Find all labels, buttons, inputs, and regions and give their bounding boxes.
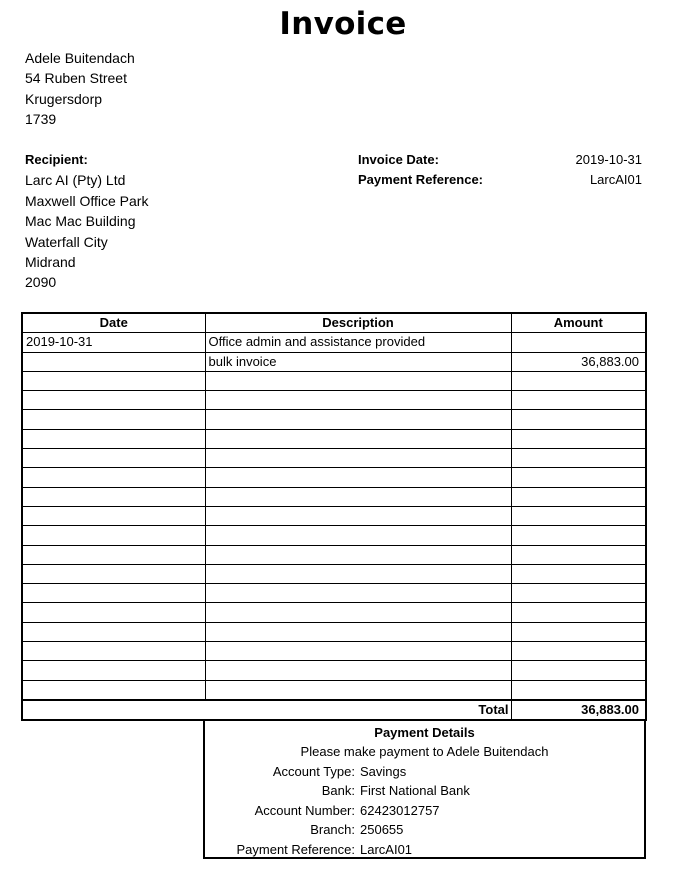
sender-postal: 1739: [25, 111, 57, 128]
table-row: [22, 622, 646, 641]
table-row: [22, 352, 646, 371]
invoice-title: Invoice: [279, 6, 407, 42]
line-items-table: [21, 312, 647, 721]
description-cell: [205, 545, 511, 564]
amount-cell: [511, 506, 646, 525]
date-cell: [22, 622, 205, 641]
date-column-header: Date: [22, 313, 205, 333]
payment-field-value: Savings: [360, 763, 407, 779]
recipient-line: Midrand: [25, 254, 76, 271]
payment-field-row: [205, 762, 644, 782]
sender-name: Adele Buitendach: [25, 50, 135, 66]
date-cell: [22, 429, 205, 448]
recipient-line: Larc AI (Pty) Ltd: [25, 172, 126, 189]
table-row: [22, 584, 646, 603]
payment-field-value: 250655: [360, 822, 404, 837]
table-row: [22, 661, 646, 680]
table-header-row: [22, 313, 646, 333]
description-cell: [205, 506, 511, 525]
recipient-line: Maxwell Office Park: [25, 192, 149, 209]
table-row: [22, 468, 646, 487]
amount-cell: [511, 545, 646, 564]
amount-cell: [511, 642, 646, 661]
recipient-line: 2090: [25, 274, 57, 291]
payment-field-label: Account Type:: [272, 763, 355, 779]
table-row: [22, 545, 646, 564]
table-row: [22, 391, 646, 410]
date-cell: [22, 449, 205, 468]
payment-field-label: Payment Reference:: [236, 841, 355, 857]
recipient-heading: Recipient:: [25, 152, 88, 167]
payment-fields: [205, 762, 644, 860]
table-row: [22, 680, 646, 700]
amount-cell: [511, 487, 646, 506]
amount-cell: [511, 333, 646, 352]
sender-city: Krugersdorp: [25, 90, 103, 107]
table-row: [22, 642, 646, 661]
payment-details-box: [203, 719, 646, 859]
amount-cell: [511, 584, 646, 603]
line-items-body: [22, 333, 646, 700]
description-cell: [205, 429, 511, 448]
payment-intro: Please make payment to Adele Buitendach: [300, 744, 549, 759]
invoice-date-label: Invoice Date:: [358, 152, 439, 167]
date-cell: [22, 603, 205, 622]
date-cell: [22, 506, 205, 525]
payment-field-row: [205, 801, 644, 821]
total-label: Total: [22, 700, 511, 720]
description-cell: [205, 468, 511, 487]
date-cell: [22, 642, 205, 661]
table-row: [22, 429, 646, 448]
description-cell: [205, 661, 511, 680]
description-cell: [205, 410, 511, 429]
amount-cell: [511, 410, 646, 429]
recipient-address: [25, 150, 148, 293]
payment-details-heading: Payment Details: [374, 725, 475, 740]
payment-field-value: LarcAI01: [360, 841, 413, 857]
date-cell: [22, 661, 205, 680]
table-row: [22, 410, 646, 429]
date-cell: [22, 680, 205, 700]
table-row: [22, 564, 646, 583]
payment-field-value: First National Bank: [360, 783, 470, 798]
amount-cell: [511, 680, 646, 700]
payment-reference-value: LarcAI01: [589, 172, 642, 188]
description-cell: bulk invoice: [205, 352, 511, 371]
amount-cell: [511, 603, 646, 622]
date-cell: [22, 584, 205, 603]
table-row: [22, 371, 646, 390]
date-cell: [22, 352, 205, 371]
payment-field-value: 62423012757: [360, 802, 440, 818]
description-cell: [205, 584, 511, 603]
recipient-line: Waterfall City: [25, 233, 108, 250]
table-row: [22, 333, 646, 352]
amount-cell: [511, 661, 646, 680]
description-cell: [205, 642, 511, 661]
description-cell: [205, 391, 511, 410]
payment-field-label: Bank:: [321, 783, 355, 798]
invoice-date-value: 2019-10-31: [575, 152, 642, 167]
date-cell: [22, 487, 205, 506]
table-row: [22, 506, 646, 525]
table-row: [22, 526, 646, 545]
description-cell: [205, 371, 511, 390]
amount-cell: [511, 449, 646, 468]
description-cell: [205, 622, 511, 641]
date-cell: [22, 526, 205, 545]
payment-field-row: [205, 840, 644, 860]
table-row: [22, 449, 646, 468]
payment-field-label: Account Number:: [254, 802, 355, 818]
description-cell: [205, 680, 511, 700]
invoice-meta: [358, 150, 642, 191]
amount-column-header: Amount: [511, 313, 646, 333]
description-cell: [205, 526, 511, 545]
payment-field-label: Branch:: [310, 822, 355, 837]
date-cell: [22, 410, 205, 429]
description-column-header: Description: [205, 313, 511, 333]
amount-cell: 36,883.00: [511, 352, 646, 371]
table-row: [22, 487, 646, 506]
amount-cell: [511, 564, 646, 583]
amount-cell: [511, 468, 646, 487]
amount-cell: [511, 391, 646, 410]
invoice-date-row: [358, 150, 642, 170]
amount-cell: [511, 622, 646, 641]
payment-reference-row: [358, 170, 642, 190]
description-cell: Office admin and assistance provided: [205, 333, 511, 352]
total-row: [22, 700, 646, 720]
date-cell: [22, 391, 205, 410]
date-cell: [22, 545, 205, 564]
description-cell: [205, 487, 511, 506]
table-row: [22, 603, 646, 622]
payment-field-row: [205, 820, 644, 840]
amount-cell: [511, 526, 646, 545]
amount-cell: [511, 429, 646, 448]
payment-field-row: [205, 781, 644, 801]
sender-address: [25, 48, 135, 130]
description-cell: [205, 603, 511, 622]
date-cell: [22, 468, 205, 487]
description-cell: [205, 449, 511, 468]
date-cell: [22, 564, 205, 583]
payment-reference-label: Payment Reference:: [358, 172, 483, 188]
description-cell: [205, 564, 511, 583]
sender-street: 54 Ruben Street: [25, 70, 127, 87]
date-cell: 2019-10-31: [22, 333, 205, 352]
recipient-line: Mac Mac Building: [25, 213, 136, 230]
date-cell: [22, 371, 205, 390]
total-value: 36,883.00: [511, 700, 646, 720]
amount-cell: [511, 371, 646, 390]
